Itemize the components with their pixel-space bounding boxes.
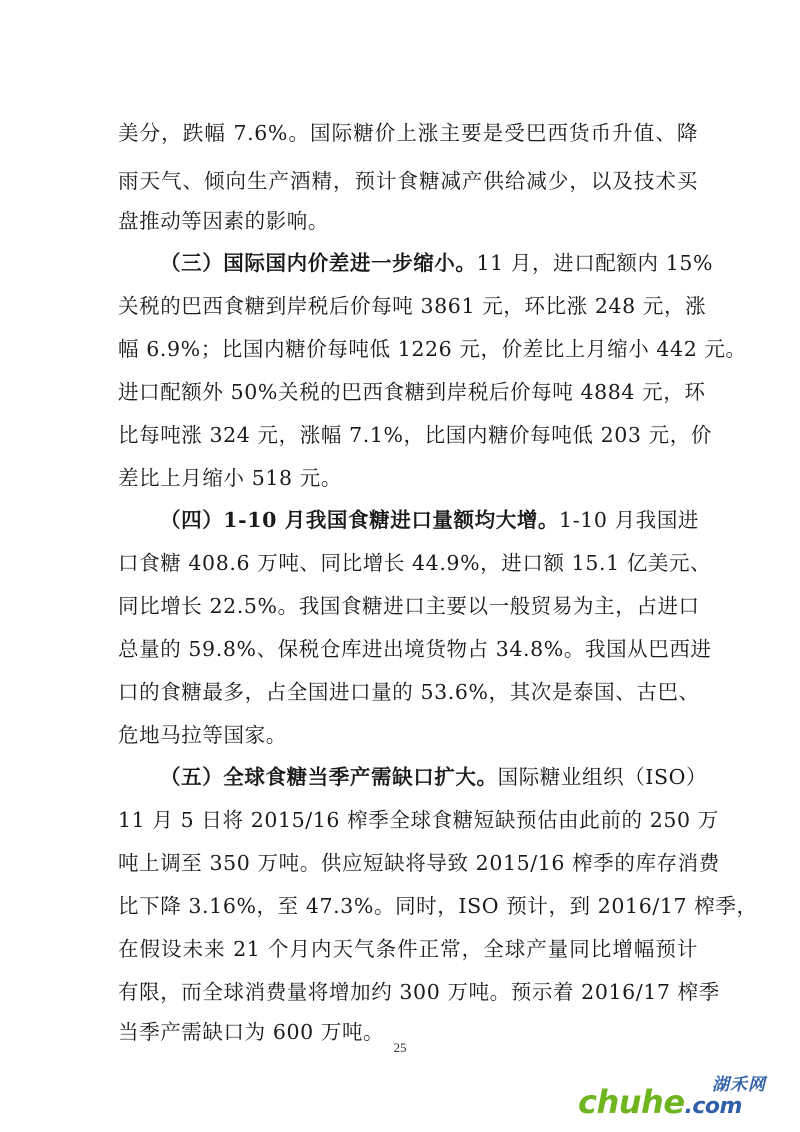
site-watermark bbox=[578, 1070, 778, 1122]
p2-line-2: 关税的巴西食糖到岸税后价每吨 3861 元，环比涨 248 元，涨 bbox=[118, 294, 707, 318]
p1-line-2: 雨天气、倾向生产酒精，预计食糖减产供给减少，以及技术买 bbox=[118, 169, 698, 193]
p1-line-1: 美分，跌幅 7.6%。国际糖价上涨主要是受巴西货币升值、降 bbox=[118, 121, 698, 145]
p4-line-7: 当季产需缺口为 600 万吨。 bbox=[118, 1020, 385, 1044]
p4-line-3: 吨上调至 350 万吨。供应短缺将导致 2015/16 榨季的库存消费 bbox=[118, 851, 720, 875]
p1-line-3: 盘推动等因素的影响。 bbox=[118, 209, 329, 233]
p3-line-6: 危地马拉等国家。 bbox=[118, 723, 287, 747]
p2-heading: （三）国际国内价差进一步缩小。 bbox=[160, 251, 477, 275]
p2-first-rest: 11 月，进口配额内 15% bbox=[476, 251, 714, 275]
page-number: 25 bbox=[393, 1040, 407, 1055]
p3-line-4: 总量的 59.8%、保税仓库进出境货物占 34.8%。我国从巴西进 bbox=[118, 637, 712, 661]
p4-first-rest: 国际糖业组织（ISO） bbox=[497, 765, 708, 789]
p2-line-6: 差比上月缩小 518 元。 bbox=[118, 466, 342, 490]
p2-line-5: 比每吨涨 324 元，涨幅 7.1%，比国内糖价每吨低 203 元，价 bbox=[118, 423, 712, 447]
p3-line-3: 同比增长 22.5%。我国食糖进口主要以一般贸易为主，占进口 bbox=[118, 594, 700, 618]
watermark-domain-tld: .com bbox=[684, 1094, 742, 1119]
p3-line-5: 口的食糖最多，占全国进口量的 53.6%，其次是泰国、古巴、 bbox=[118, 680, 700, 704]
p2-line-3: 幅 6.9%；比国内糖价每吨低 1226 元，价差比上月缩小 442 元。 bbox=[118, 337, 747, 361]
p2-line-4: 进口配额外 50%关税的巴西食糖到岸税后价每吨 4884 元，环 bbox=[118, 380, 706, 404]
p4-heading: （五）全球食糖当季产需缺口扩大。 bbox=[160, 765, 498, 789]
p4-line-6: 有限，而全球消费量将增加约 300 万吨。预示着 2016/17 榨季 bbox=[118, 980, 720, 1004]
p3-first-line bbox=[160, 505, 698, 535]
p3-line-2: 口食糖 408.6 万吨、同比增长 44.9%，进口额 15.1 亿美元、 bbox=[118, 551, 712, 575]
p4-line-5: 在假设未来 21 个月内天气条件正常，全球产量同比增幅预计 bbox=[118, 937, 698, 961]
watermark-domain-name: chuhe bbox=[578, 1083, 685, 1121]
watermark-domain bbox=[578, 1084, 742, 1125]
p4-line-2: 11 月 5 日将 2015/16 榨季全球食糖短缺预估由此前的 250 万 bbox=[118, 808, 719, 832]
p3-heading: （四）1-10 月我国食糖进口量额均大增。 bbox=[160, 508, 560, 532]
p3-first-rest: 1-10 月我国进 bbox=[559, 508, 700, 532]
watermark-brand-cn: 湖禾网 bbox=[712, 1075, 766, 1095]
p4-first-line bbox=[160, 762, 708, 792]
p4-line-4: 比下降 3.16%，至 47.3%。同时，ISO 预计，到 2016/17 榨季， bbox=[118, 894, 758, 918]
p2-first-line bbox=[160, 248, 714, 278]
